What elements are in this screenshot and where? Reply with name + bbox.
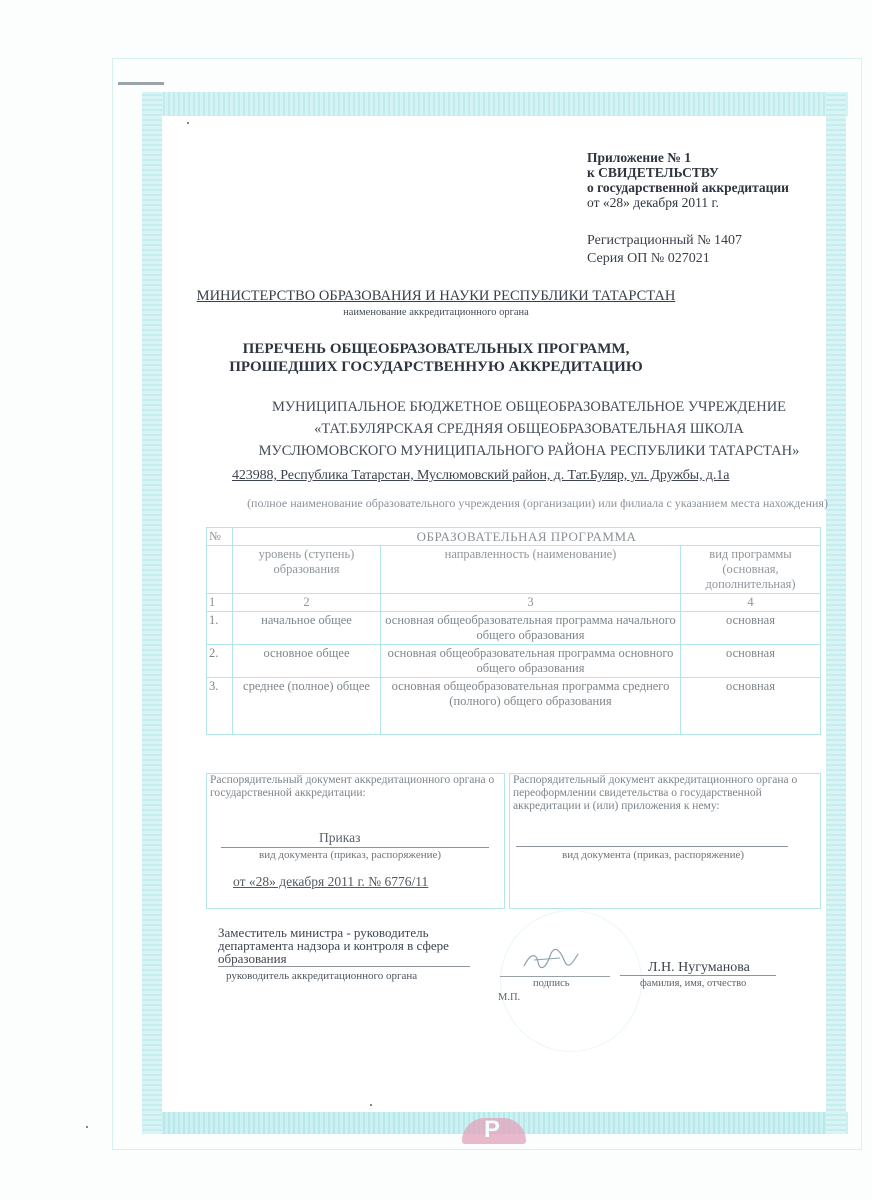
authority-name: МИНИСТЕРСТВО ОБРАЗОВАНИЯ И НАУКИ РЕСПУБЛИКИ ТАТАРСТАН bbox=[196, 288, 676, 304]
role-line: департамента надзора и контроля в сфере bbox=[218, 938, 449, 953]
scan-dot bbox=[370, 1104, 372, 1106]
authority-caption: наименование аккредитационного органа bbox=[343, 307, 529, 318]
institution-address: 423988, Республика Татарстан, Муслюмовский район, д. Тат.Буляр, ул. Дружбы, д.1а bbox=[232, 468, 730, 483]
reissue-order-box bbox=[509, 773, 821, 909]
row-level: основное общее bbox=[233, 645, 381, 678]
table-row bbox=[207, 678, 821, 735]
row-level: среднее (полное) общее bbox=[233, 678, 381, 735]
row-type: основная bbox=[681, 645, 821, 678]
role-line: Заместитель министра - руководитель bbox=[218, 925, 429, 940]
row-direction: основная общеобразовательная программа среднего (полного) общего образования bbox=[381, 678, 681, 735]
signature-line bbox=[500, 976, 610, 977]
type-column-header: вид программы (основная, дополнительная) bbox=[681, 546, 821, 594]
institution-line: МУСЛЮМОВСКОГО МУНИЦИПАЛЬНОГО РАЙОНА РЕСПУБЛИКИ ТАТАРСТАН» bbox=[258, 443, 800, 459]
programme-group-header: ОБРАЗОВАТЕЛЬНАЯ ПРОГРАММА bbox=[233, 528, 821, 546]
role-line-rule bbox=[218, 966, 470, 967]
registration-series: Серия ОП № 027021 bbox=[587, 251, 710, 266]
institution-line: МУНИЦИПАЛЬНОЕ БЮДЖЕТНОЕ ОБЩЕОБРАЗОВАТЕЛЬНОЕ УЧРЕЖДЕНИЕ bbox=[271, 399, 787, 415]
signee-caption: фамилия, имя, отчество bbox=[640, 978, 747, 989]
order-kind-line bbox=[221, 847, 489, 848]
row-number: 2. bbox=[207, 645, 233, 678]
institution-name bbox=[0, 396, 872, 462]
column-number: 2 bbox=[233, 594, 381, 612]
appendix-line: от «28» декабря 2011 г. bbox=[587, 195, 719, 210]
signature-caption: подпись bbox=[533, 978, 570, 989]
signee-line bbox=[620, 975, 776, 976]
scan-dot bbox=[187, 122, 189, 124]
row-direction: основная общеобразовательная программа начального общего образования bbox=[381, 612, 681, 645]
appendix-line: Приложение № 1 bbox=[587, 150, 691, 165]
direction-column-header: направленность (наименование) bbox=[381, 546, 681, 594]
scan-dot bbox=[86, 1126, 88, 1128]
accreditation-order-box bbox=[206, 773, 505, 909]
column-number: 4 bbox=[681, 594, 821, 612]
signee-name: Л.Н. Нугуманова bbox=[648, 960, 750, 975]
appendix-line: к СВИДЕТЕЛЬСТВУ bbox=[587, 165, 719, 180]
reissue-box-heading: Распорядительный документ аккредитационного органа о переоформлении свидетельства о государственной аккредитации и (или) приложения к нему: bbox=[513, 774, 798, 812]
stamp-seal bbox=[500, 910, 642, 1052]
row-type: основная bbox=[681, 612, 821, 645]
security-border-top bbox=[150, 92, 848, 116]
appendix-line: о государственной аккредитации bbox=[587, 180, 789, 195]
appendix-header bbox=[587, 150, 789, 210]
title-line: ПРОШЕДШИХ ГОСУДАРСТВЕННУЮ АККРЕДИТАЦИЮ bbox=[229, 359, 643, 375]
title-line: ПЕРЕЧЕНЬ ОБЩЕОБРАЗОВАТЕЛЬНЫХ ПРОГРАММ, bbox=[242, 341, 630, 357]
order-date: от «28» декабря 2011 г. № 6776/11 bbox=[233, 874, 429, 889]
row-type: основная bbox=[681, 678, 821, 735]
stamp-label: М.П. bbox=[498, 992, 521, 1003]
table-row bbox=[207, 612, 821, 645]
document-title bbox=[0, 340, 872, 376]
programmes-table bbox=[206, 527, 821, 735]
row-number: 3. bbox=[207, 678, 233, 735]
order-kind: Приказ bbox=[319, 830, 361, 845]
row-number: 1. bbox=[207, 612, 233, 645]
security-border-right bbox=[826, 92, 846, 1134]
role-line: образования bbox=[218, 951, 287, 966]
scan-artifact bbox=[118, 82, 164, 85]
signatory-role bbox=[218, 926, 449, 965]
address-caption: (полное наименование образовательного учреждения (организации) или филиала с указанием места нахождения) bbox=[247, 496, 828, 510]
number-column-header: № bbox=[207, 528, 233, 546]
level-column-header: уровень (ступень) образования bbox=[233, 546, 381, 594]
row-level: начальное общее bbox=[233, 612, 381, 645]
row-direction: основная общеобразовательная программа основного общего образования bbox=[381, 645, 681, 678]
table-cell bbox=[207, 546, 233, 594]
reissue-kind-line bbox=[516, 846, 788, 847]
order-kind-caption: вид документа (приказ, распоряжение) bbox=[259, 849, 442, 861]
handwritten-signature bbox=[520, 946, 580, 972]
emblem-mark: Р bbox=[462, 1118, 526, 1144]
column-number: 3 bbox=[381, 594, 681, 612]
institution-line: «ТАТ.БУЛЯРСКАЯ СРЕДНЯЯ ОБЩЕОБРАЗОВАТЕЛЬНАЯ ШКОЛА bbox=[314, 421, 744, 437]
registration-number: Регистрационный № 1407 bbox=[587, 233, 742, 248]
order-box-heading: Распорядительный документ аккредитационного органа о государственной аккредитации: bbox=[210, 774, 495, 799]
column-number: 1 bbox=[207, 594, 233, 612]
security-border-left bbox=[142, 92, 162, 1134]
table-row bbox=[207, 645, 821, 678]
role-caption: руководитель аккредитационного органа bbox=[226, 970, 418, 982]
reissue-kind-caption: вид документа (приказ, распоряжение) bbox=[562, 849, 745, 861]
registration-block bbox=[587, 232, 742, 268]
